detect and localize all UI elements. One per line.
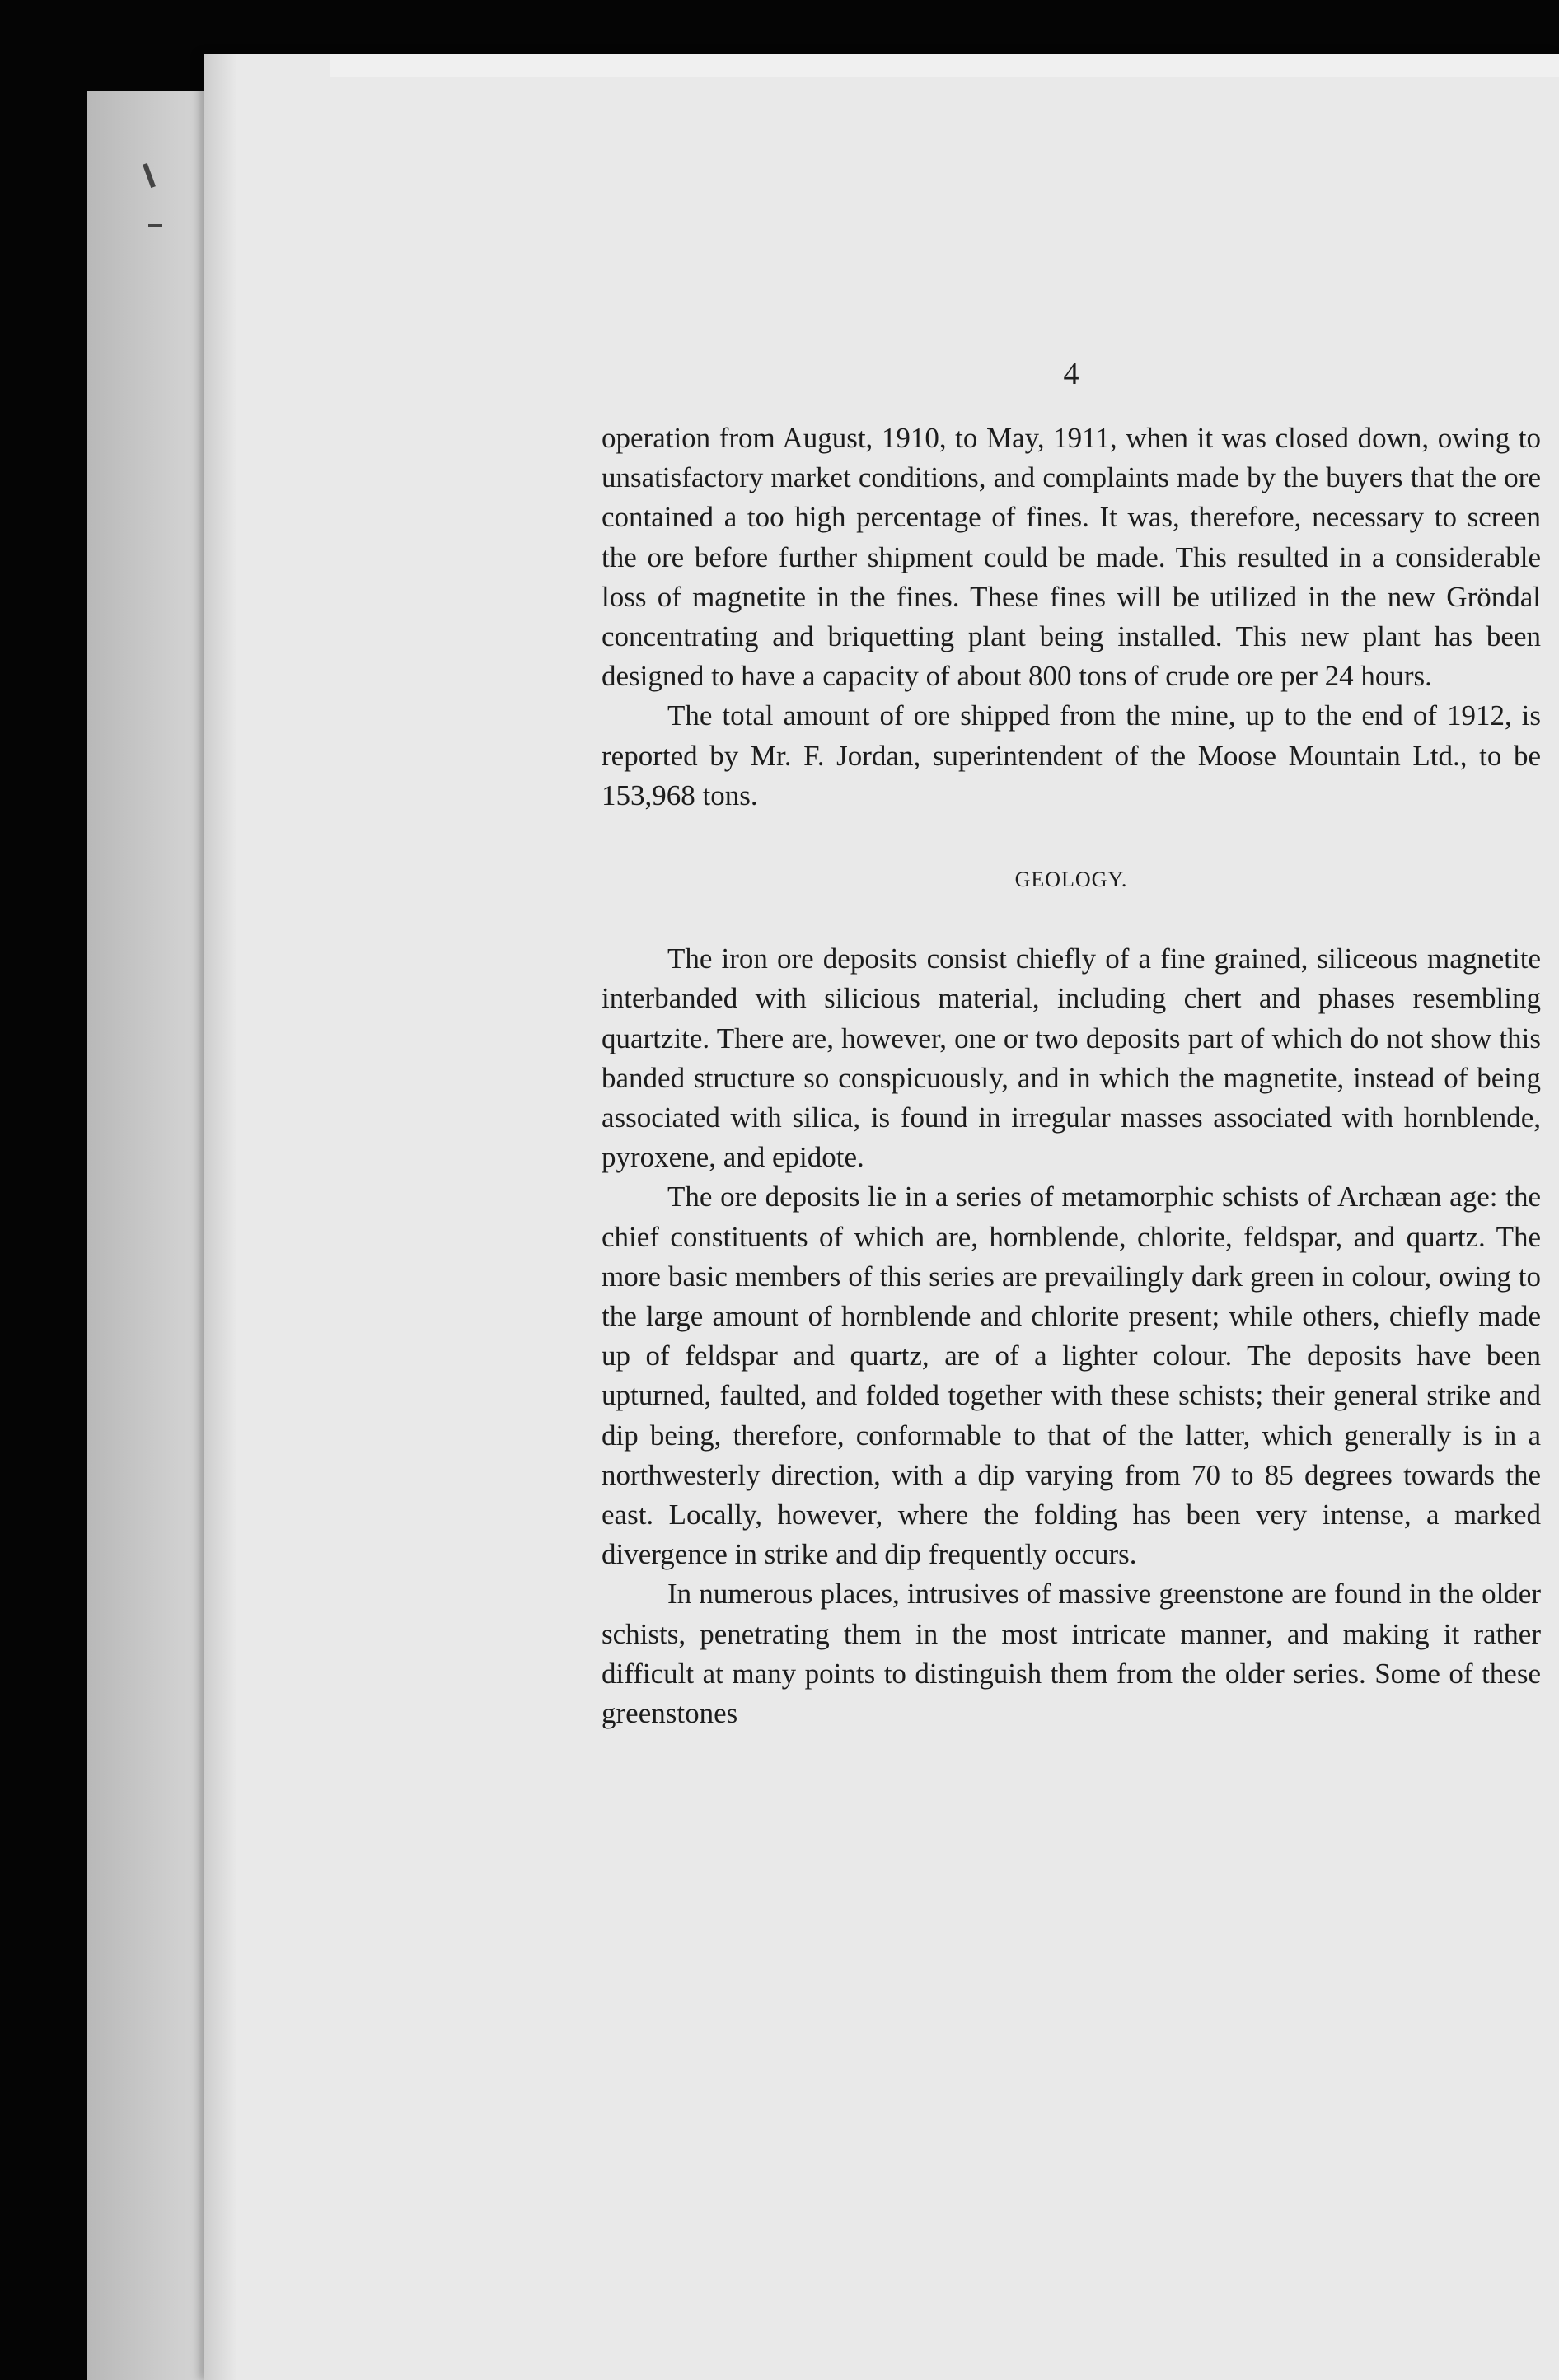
section-heading: GEOLOGY.	[1014, 867, 1128, 892]
paragraph: The total amount of ore shipped from the mine, up to the end of 1912, is reported by Mr. F. Jordan, superintendent of the Moose Mountain Ltd., to be 153,968 tons.	[602, 699, 1541, 811]
scan-mark	[148, 224, 162, 227]
page-edge-shadow	[204, 54, 237, 2380]
paragraph: operation from August, 1910, to May, 1911, when it was closed down, owing to unsatisfactory market conditions, and complaints made by the buyers that the ore contained a too high percentage of fines. It was, therefore, necessary to screen the ore before further shipment could be made. This resulted in a considerable loss of magnetite in the fines. These fines will be utilized in the new Gröndal concentrating and briquetting plant being installed. This new plant has been designed to have a capacity of about 800 tons of crude ore per 24 hours.	[602, 422, 1541, 693]
page-number: 4	[1063, 357, 1079, 391]
page-top-edge	[330, 54, 1559, 77]
paragraph: In numerous places, intrusives of massive greenstone are found in the older schists, penetrating them in the most intricate manner, and making it rather difficult at many points to distinguish them from the older series. Some of these greenstones	[602, 1578, 1541, 1730]
paragraph: The ore deposits lie in a series of metamorphic schists of Archæan age: the chief constituents of which are, hornblende, chlorite, feldspar, and quartz. The more basic members of this series are prevailingly dark green in colour, owing to the large amount of hornblende and chlorite present; while others, chiefly made up of feldspar and quartz, are of a lighter colour. The deposits have been upturned, faulted, and folded together with these schists; their general strike and dip being, therefore, conformable to that of the latter, which generally is in a northwesterly direction, with a dip varying from 70 to 85 degrees towards the east. Locally, however, where the folding has been very intense, a marked divergence in strike and dip frequently occurs.	[602, 1181, 1541, 1571]
body-text	[602, 418, 1541, 1733]
paragraph: The iron ore deposits consist chiefly of a fine grained, siliceous magnetite interbanded with silicious material, including chert and phases resembling quartzite. There are, however, one or two deposits part of which do not show this banded structure so conspicuously, and in which the magnetite, instead of being associated with silica, is found in irregular masses associated with hornblende, pyroxene, and epidote.	[602, 942, 1541, 1174]
